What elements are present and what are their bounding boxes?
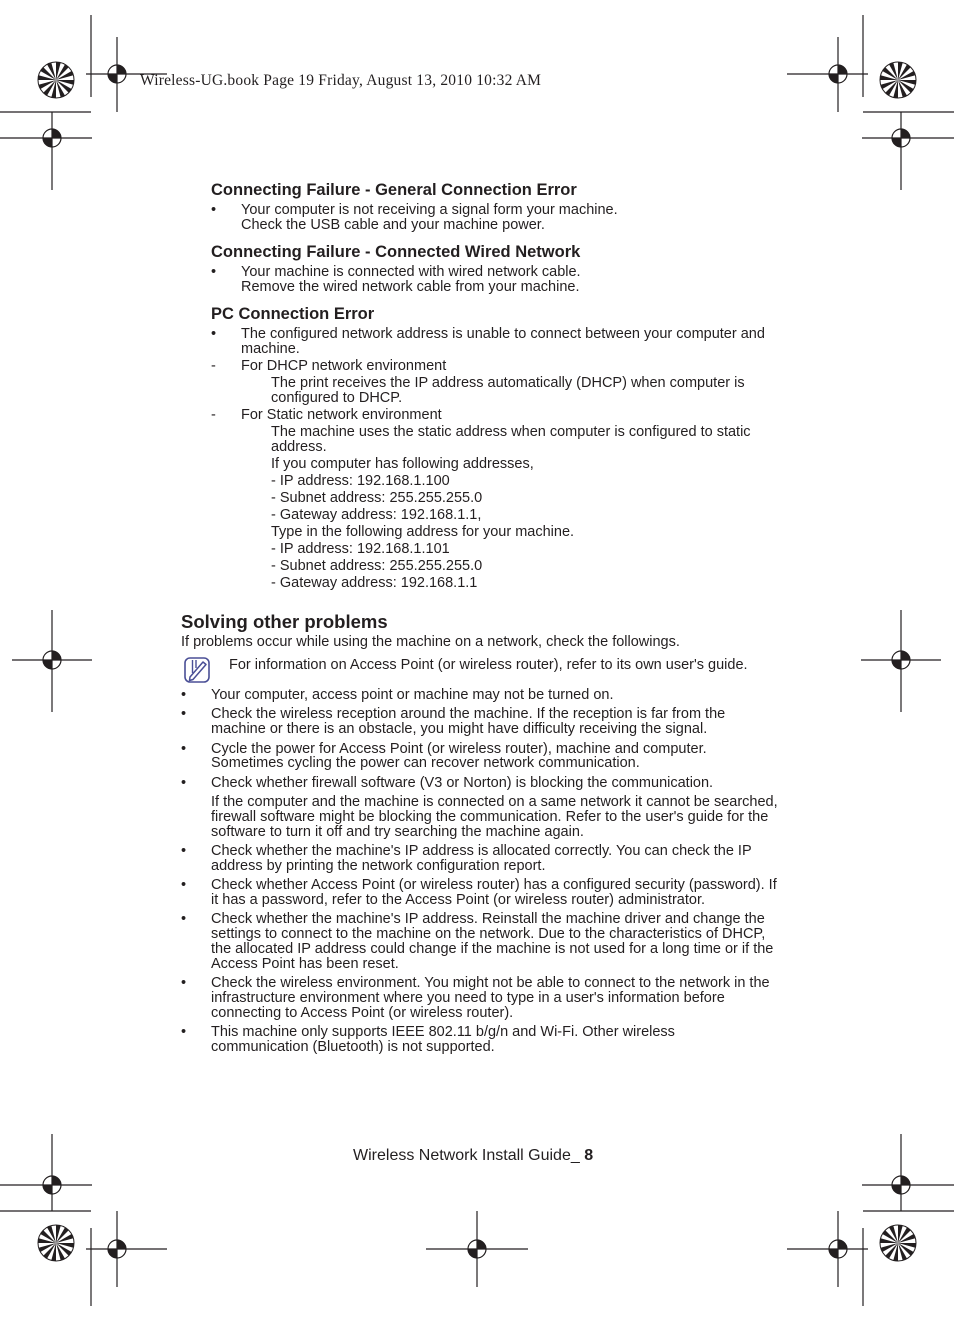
text-line: Your machine is connected with wired network cable.	[241, 264, 581, 280]
heading-connected-wired-network: Connecting Failure - Connected Wired Network	[211, 243, 581, 261]
text-line: The configured network address is unable to connect between your computer and	[241, 326, 765, 342]
list-item: machine or there is an obstacle, you might have difficulty receiving the signal.	[211, 721, 708, 737]
bullet-mark: •	[211, 326, 217, 342]
text-line: - IP address: 192.168.1.101	[271, 541, 450, 557]
bullet-mark: •	[181, 911, 187, 927]
list-item: Access Point has been reset.	[211, 956, 399, 972]
list-item: Sometimes cycling the power can recover network communication.	[211, 755, 640, 771]
list-item: Check whether the machine's IP address is allocated correctly. You can check the IP	[211, 843, 752, 859]
bullet-mark: •	[181, 687, 187, 703]
bullet-mark: •	[181, 843, 187, 859]
heading-general-connection-error: Connecting Failure - General Connection Error	[211, 181, 577, 199]
print-header: Wireless-UG.book Page 19 Friday, August 13, 2010 10:32 AM	[140, 72, 542, 89]
bullet-mark: •	[211, 202, 217, 218]
heading-pc-connection-error: PC Connection Error	[211, 305, 375, 323]
list-item: address by printing the network configuration report.	[211, 858, 546, 874]
footer-title: Wireless Network Install Guide_	[353, 1147, 580, 1164]
page-number: 8	[584, 1147, 594, 1164]
list-item: connecting to Access Point (or wireless router).	[211, 1005, 514, 1021]
list-item: This machine only supports IEEE 802.11 b/g/n and Wi-Fi. Other wireless	[211, 1024, 675, 1040]
bullet-mark: •	[211, 264, 217, 280]
bullet-mark: •	[181, 975, 187, 991]
bullet-mark: •	[181, 1024, 187, 1040]
intro-text: If problems occur while using the machine on a network, check the followings.	[181, 634, 680, 650]
list-item: Check the wireless environment. You might not be able to connect to the network in the	[211, 975, 770, 991]
list-item: Check whether Access Point (or wireless router) has a configured security (password). If	[211, 877, 777, 893]
list-item: Check whether the machine's IP address. Reinstall the machine driver and change the	[211, 911, 765, 927]
text-line: Remove the wired network cable from your machine.	[241, 279, 580, 295]
page-footer	[353, 1147, 593, 1165]
text-line: - IP address: 192.168.1.100	[271, 473, 450, 489]
list-item: Your computer, access point or machine may not be turned on.	[211, 687, 614, 703]
text-line: - Subnet address: 255.255.255.0	[271, 558, 483, 574]
dash-mark: -	[211, 407, 216, 423]
text-line: - Subnet address: 255.255.255.0	[271, 490, 483, 506]
text-line: Type in the following address for your machine.	[271, 524, 575, 540]
note-text: For information on Access Point (or wireless router), refer to its own user's guide.	[229, 657, 748, 673]
note-pencil-icon	[184, 656, 212, 684]
list-item: If the computer and the machine is connected on a same network it cannot be searched,	[211, 794, 778, 810]
text-line: The machine uses the static address when computer is configured to static	[271, 424, 751, 440]
list-item: communication (Bluetooth) is not supported.	[211, 1039, 495, 1055]
text-line: If you computer has following addresses,	[271, 456, 534, 472]
text-line: address.	[271, 439, 327, 455]
static-label: For Static network environment	[241, 407, 442, 423]
list-item: settings to connect to the machine on the network. Due to the characteristics of DHCP,	[211, 926, 766, 942]
text-line: machine.	[241, 341, 300, 357]
text-line: - Gateway address: 192.168.1.1	[271, 575, 478, 591]
text-line: Your computer is not receiving a signal form your machine.	[241, 202, 618, 218]
bullet-mark: •	[181, 706, 187, 722]
bullet-mark: •	[181, 741, 187, 757]
text-line: configured to DHCP.	[271, 390, 403, 406]
list-item: software to turn it off and try searching the machine again.	[211, 824, 584, 840]
list-item: firewall software might be blocking the communication. Refer to the user's guide for the	[211, 809, 769, 825]
list-item: it has a password, refer to the Access Point (or wireless router) administrator.	[211, 892, 706, 908]
list-item: Check whether firewall software (V3 or Norton) is blocking the communication.	[211, 775, 714, 791]
list-item: the allocated IP address could change if the machine is not used for a long time or if the	[211, 941, 774, 957]
text-line: Check the USB cable and your machine power.	[241, 217, 545, 233]
text-line: The print receives the IP address automatically (DHCP) when computer is	[271, 375, 745, 391]
section-title: Solving other problems	[181, 611, 388, 632]
bullet-mark: •	[181, 877, 187, 893]
bullet-mark: •	[181, 775, 187, 791]
dash-mark: -	[211, 358, 216, 374]
text-line: - Gateway address: 192.168.1.1,	[271, 507, 482, 523]
list-item: infrastructure environment where you need to type in a user's information before	[211, 990, 725, 1006]
list-item: Check the wireless reception around the machine. If the reception is far from the	[211, 706, 726, 722]
dhcp-label: For DHCP network environment	[241, 358, 447, 374]
list-item: Cycle the power for Access Point (or wireless router), machine and computer.	[211, 741, 707, 757]
